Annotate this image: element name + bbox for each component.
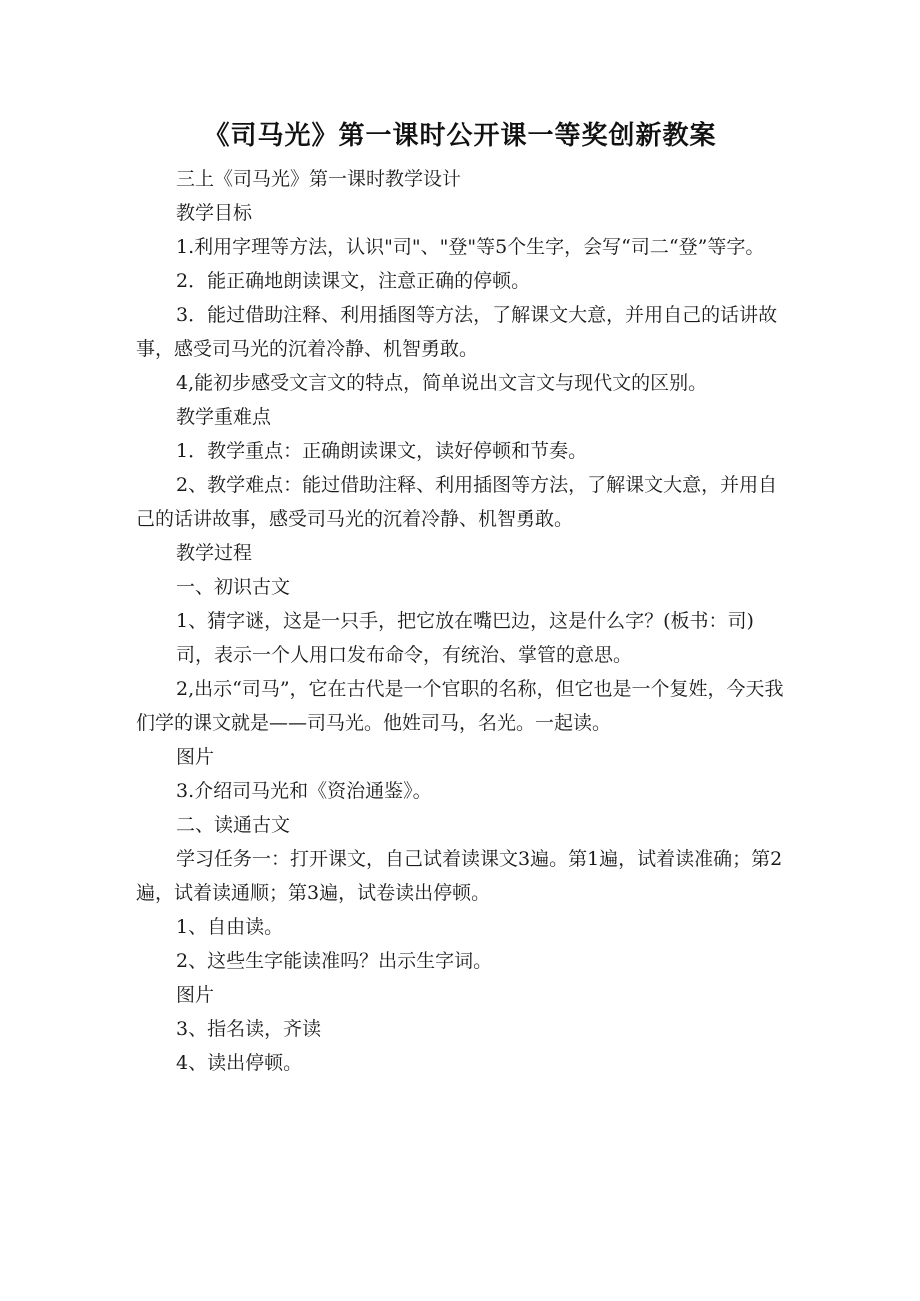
paragraph-goal-2: 2．能正确地朗读课文，注意正确的停顿。 bbox=[176, 270, 531, 292]
image-placeholder-1: 图片 bbox=[176, 746, 215, 768]
document-title: 《司马光》第一课时公开课一等奖创新教案 bbox=[203, 121, 717, 151]
heading-section-1: 一、初识古文 bbox=[176, 576, 291, 598]
paragraph-goal-4: 4,能初步感受文言文的特点，简单说出文言文与现代文的区别。 bbox=[176, 372, 708, 394]
paragraph-sima: 2,出示“司马”，它在古代是一个官职的名称，但它也是一个复姓，今天我们学的课文就是——司马光。他姓司马，名光。一起读。 bbox=[136, 678, 784, 734]
document-body bbox=[136, 162, 784, 1080]
paragraph-intro-zizhi: 3.介绍司马光和《资治通鉴》。 bbox=[176, 780, 432, 802]
heading-key-points: 教学重难点 bbox=[176, 406, 272, 428]
paragraph-free-reading: 1、自由读。 bbox=[176, 916, 284, 938]
heading-section-2: 二、读通古文 bbox=[176, 814, 291, 836]
paragraph-goal-1: 1.利用字理等方法，认识"司"、"登"等5个生字，会写“司二“登”等字。 bbox=[176, 236, 765, 258]
paragraph-read-pauses: 4、读出停顿。 bbox=[176, 1052, 303, 1074]
paragraph-si-meaning: 司，表示一个人用口发布命令，有统治、掌管的意思。 bbox=[176, 644, 633, 666]
paragraph-subtitle: 三上《司马光》第一课时教学设计 bbox=[176, 168, 462, 190]
image-placeholder-2: 图片 bbox=[176, 984, 215, 1006]
paragraph-riddle: 1、猜字谜，这是一只手，把它放在嘴巴边，这是什么字？(板书：司) bbox=[176, 610, 754, 632]
paragraph-key-point-1: 1．教学重点：正确朗读课文，读好停顿和节奏。 bbox=[176, 440, 588, 462]
heading-teaching-goals: 教学目标 bbox=[176, 202, 253, 224]
paragraph-key-point-2: 2、教学难点：能过借助注释、利用插图等方法，了解课文大意，并用自己的话讲故事，感受司马光的沉着冷静、机智勇敢。 bbox=[136, 474, 778, 530]
heading-teaching-process: 教学过程 bbox=[176, 542, 253, 564]
paragraph-task-1: 学习任务一：打开课文，自己试着读课文3遍。第1遍，试着读准确；第2遍，试着读通顺；第3遍，试卷读出停顿。 bbox=[136, 848, 783, 904]
paragraph-read-aloud: 3、指名读，齐读 bbox=[176, 1018, 322, 1040]
paragraph-goal-3: 3．能过借助注释、利用插图等方法，了解课文大意，并用自己的话讲故事，感受司马光的沉着冷静、机智勇敢。 bbox=[136, 304, 778, 360]
paragraph-new-words: 2、这些生字能读准吗？出示生字词。 bbox=[176, 950, 493, 972]
